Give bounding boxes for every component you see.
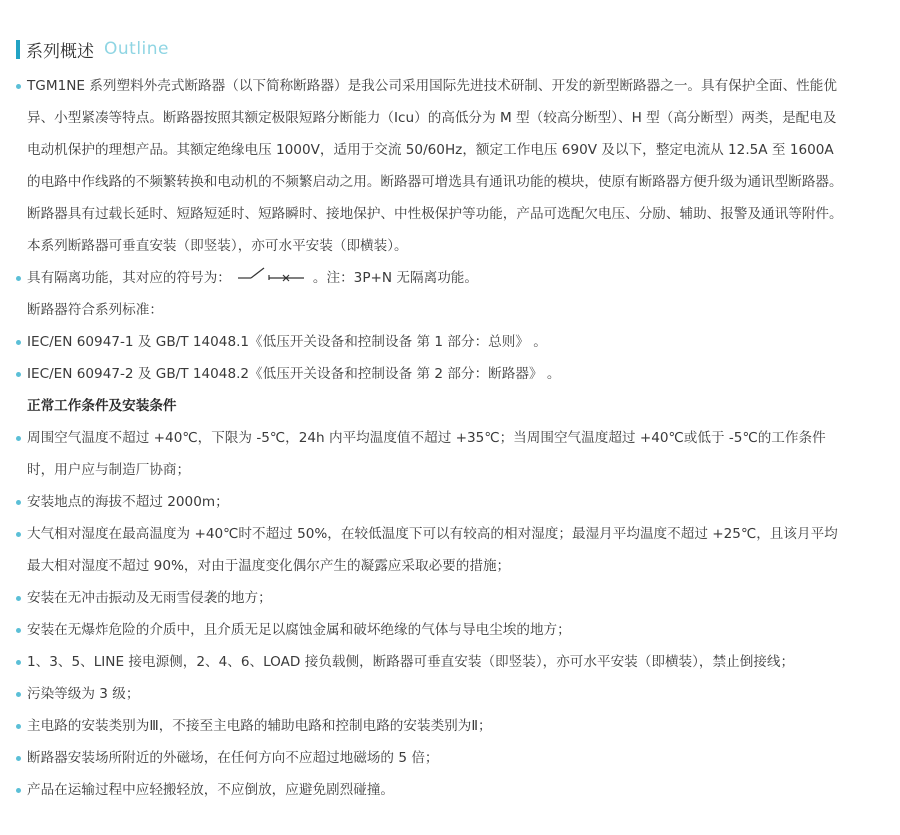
standards-heading: 断路器符合系列标准： [27, 302, 163, 318]
isolation-text: 具有隔离功能，其对应的符号为： [27, 270, 231, 286]
section-title-en: Outline [104, 39, 170, 59]
condition-item: 安装在无冲击振动及无雨雪侵袭的地方； [14, 582, 850, 614]
section-header [16, 38, 169, 60]
standard-item-2: IEC/EN 60947-2 及 GB/T 14048.2《低压开关设备和控制设备 第 2 部分：断路器》 。 [14, 358, 850, 390]
condition-item: 主电路的安装类别为Ⅲ，不接至主电路的辅助电路和控制电路的安装类别为Ⅱ； [14, 710, 850, 742]
condition-item: 安装在无爆炸危险的介质中，且介质无足以腐蚀金属和破坏绝缘的气体与导电尘埃的地方； [14, 614, 850, 646]
condition-item: 1、3、5、LINE 接电源侧，2、4、6、LOAD 接负载侧，断路器可垂直安装（即竖装），亦可水平安装（即横装），禁止倒接线； [14, 646, 850, 678]
isolation-item [14, 262, 850, 294]
isolating-switch-symbol-icon [237, 262, 307, 294]
condition-item: 安装地点的海拔不超过 2000m； [14, 486, 850, 518]
condition-item: 污染等级为 3 级； [14, 678, 850, 710]
condition-item: 大气相对湿度在最高温度为 +40℃时不超过 50%，在较低温度下可以有较高的相对湿度；最湿月平均温度不超过 +25℃，且该月平均最大相对湿度不超过 90%，对由于温度变化偶尔产生的凝露应采取必要的措施； [14, 518, 850, 582]
condition-item: 断路器安装场所附近的外磁场，在任何方向不应超过地磁场的 5 倍； [14, 742, 850, 774]
outline-content [14, 70, 850, 806]
condition-item: 周围空气温度不超过 +40℃，下限为 -5℃，24h 内平均温度值不超过 +35℃；当周围空气温度超过 +40℃或低于 -5℃的工作条件时，用户应与制造厂协商； [14, 422, 850, 486]
isolation-note: 。注：3P+N 无隔离功能。 [312, 270, 478, 286]
intro-paragraph: TGM1NE 系列塑料外壳式断路器（以下简称断路器）是我公司采用国际先进技术研制、开发的新型断路器之一。具有保护全面、性能优异、小型紧凑等特点。断路器按照其额定极限短路分断能力（Icu）的高低分为 M 型（较高分断型）、H 型（高分断型）两类，是配电及电动机保护的理想产品。其额定绝缘电压 1000V，适用于交流 50/60Hz，额定工作电压 690V 及以下，整定电流从 12.5A 至 1600A 的电路中作线路的不频繁转换和电动机的不频繁启动之用。断路器可增选具有通讯功能的模块，使原有断路器方便升级为通讯型断路器。断路器具有过载长延时、短路短延时、短路瞬时、接地保护、中性极保护等功能，产品可选配欠电压、分励、辅助、报警及通讯等附件。本系列断路器可垂直安装（即竖装），亦可水平安装（即横装）。 [14, 70, 850, 262]
header-accent-bar [16, 40, 20, 59]
section-title-cn: 系列概述 [26, 41, 94, 62]
condition-item: 产品在运输过程中应轻搬轻放，不应倒放，应避免剧烈碰撞。 [14, 774, 850, 806]
conditions-heading: 正常工作条件及安装条件 [27, 398, 177, 414]
standard-item-1: IEC/EN 60947-1 及 GB/T 14048.1《低压开关设备和控制设备 第 1 部分：总则》 。 [14, 326, 850, 358]
